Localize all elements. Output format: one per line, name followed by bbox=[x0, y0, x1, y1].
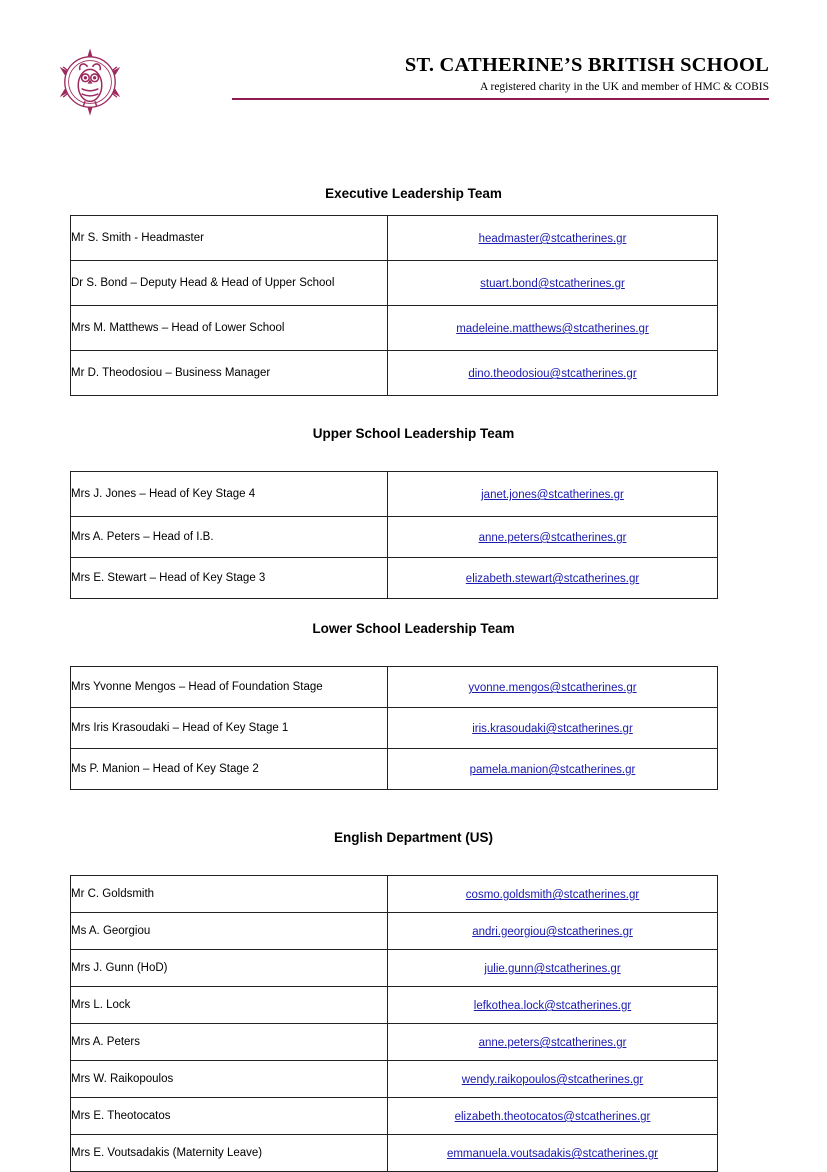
table-row bbox=[71, 558, 718, 599]
person-name: Ms P. Manion – Head of Key Stage 2 bbox=[71, 749, 388, 790]
table-row bbox=[71, 749, 718, 790]
email-link[interactable]: andri.georgiou@stcatherines.gr bbox=[472, 926, 633, 938]
person-name: Mrs A. Peters – Head of I.B. bbox=[71, 517, 388, 558]
table-upper-school-leadership bbox=[70, 471, 718, 599]
email-link[interactable]: janet.jones@stcatherines.gr bbox=[481, 489, 624, 501]
table-row bbox=[71, 913, 718, 950]
person-name: Mrs E. Voutsadakis (Maternity Leave) bbox=[71, 1135, 388, 1172]
table-row bbox=[71, 517, 718, 558]
email-link[interactable]: yvonne.mengos@stcatherines.gr bbox=[468, 682, 637, 694]
table-row bbox=[71, 667, 718, 708]
email-link[interactable]: anne.peters@stcatherines.gr bbox=[478, 1037, 627, 1049]
person-email-cell bbox=[388, 749, 718, 790]
person-email-cell bbox=[388, 1098, 718, 1135]
table-row bbox=[71, 708, 718, 749]
header-title-block bbox=[132, 38, 769, 100]
table-english-department bbox=[70, 875, 718, 1172]
person-name: Mr D. Theodosiou – Business Manager bbox=[71, 351, 388, 396]
person-email-cell bbox=[388, 558, 718, 599]
table-row bbox=[71, 1098, 718, 1135]
email-link[interactable]: lefkothea.lock@stcatherines.gr bbox=[473, 1000, 632, 1012]
owl-crest-logo bbox=[48, 40, 132, 124]
person-email-cell bbox=[388, 517, 718, 558]
person-email-cell bbox=[388, 351, 718, 396]
person-name: Mrs E. Stewart – Head of Key Stage 3 bbox=[71, 558, 388, 599]
email-link[interactable]: pamela.manion@stcatherines.gr bbox=[469, 764, 636, 776]
email-link[interactable]: elizabeth.stewart@stcatherines.gr bbox=[465, 573, 640, 585]
person-email-cell bbox=[388, 913, 718, 950]
email-link[interactable]: elizabeth.theotocatos@stcatherines.gr bbox=[454, 1111, 651, 1123]
table-row bbox=[71, 876, 718, 913]
email-link[interactable]: anne.peters@stcatherines.gr bbox=[478, 532, 627, 544]
person-email-cell bbox=[388, 216, 718, 261]
section-title-english-department: English Department (US) bbox=[333, 830, 493, 845]
email-link[interactable]: iris.krasoudaki@stcatherines.gr bbox=[472, 723, 633, 735]
document-header bbox=[0, 0, 827, 138]
table-lower-school-leadership bbox=[70, 666, 718, 790]
person-email-cell bbox=[388, 708, 718, 749]
person-email-cell bbox=[388, 1135, 718, 1172]
person-name: Mrs Iris Krasoudaki – Head of Key Stage 1 bbox=[71, 708, 388, 749]
email-link[interactable]: stuart.bond@stcatherines.gr bbox=[480, 278, 625, 290]
person-name: Mrs W. Raikopoulos bbox=[71, 1061, 388, 1098]
document-content bbox=[0, 186, 827, 1172]
person-email-cell bbox=[388, 667, 718, 708]
table-row bbox=[71, 261, 718, 306]
person-name: Mrs J. Gunn (HoD) bbox=[71, 950, 388, 987]
section-title-executive: Executive Leadership Team bbox=[325, 186, 502, 201]
person-name: Mrs E. Theotocatos bbox=[71, 1098, 388, 1135]
person-name: Mrs A. Peters bbox=[71, 1024, 388, 1061]
person-name: Mrs L. Lock bbox=[71, 987, 388, 1024]
section-title-upper-school: Upper School Leadership Team bbox=[312, 426, 515, 441]
table-row bbox=[71, 1061, 718, 1098]
person-email-cell bbox=[388, 1024, 718, 1061]
table-row bbox=[71, 987, 718, 1024]
email-link[interactable]: emmanuela.voutsadakis@stcatherines.gr bbox=[446, 1148, 659, 1160]
email-link[interactable]: madeleine.matthews@stcatherines.gr bbox=[456, 323, 649, 335]
person-email-cell bbox=[388, 472, 718, 517]
header-divider bbox=[232, 98, 769, 100]
person-email-cell bbox=[388, 1061, 718, 1098]
section-title-lower-school: Lower School Leadership Team bbox=[312, 621, 515, 636]
person-name: Mrs M. Matthews – Head of Lower School bbox=[71, 306, 388, 351]
person-name: Mr S. Smith - Headmaster bbox=[71, 216, 388, 261]
person-email-cell bbox=[388, 261, 718, 306]
email-link[interactable]: wendy.raikopoulos@stcatherines.gr bbox=[461, 1074, 644, 1086]
table-row bbox=[71, 950, 718, 987]
person-email-cell bbox=[388, 987, 718, 1024]
table-row bbox=[71, 216, 718, 261]
charity-line: A registered charity in the UK and member of HMC & COBIS bbox=[479, 80, 769, 93]
email-link[interactable]: cosmo.goldsmith@stcatherines.gr bbox=[465, 889, 640, 901]
table-row bbox=[71, 472, 718, 517]
person-email-cell bbox=[388, 306, 718, 351]
person-name: Mrs Yvonne Mengos – Head of Foundation Stage bbox=[71, 667, 388, 708]
person-email-cell bbox=[388, 876, 718, 913]
table-row bbox=[71, 351, 718, 396]
table-row bbox=[71, 1135, 718, 1172]
table-executive-leadership bbox=[70, 215, 718, 396]
email-link[interactable]: dino.theodosiou@stcatherines.gr bbox=[468, 368, 637, 380]
person-name: Dr S. Bond – Deputy Head & Head of Upper School bbox=[71, 261, 388, 306]
table-row bbox=[71, 306, 718, 351]
email-link[interactable]: julie.gunn@stcatherines.gr bbox=[484, 963, 621, 975]
person-name: Mr C. Goldsmith bbox=[71, 876, 388, 913]
table-row bbox=[71, 1024, 718, 1061]
person-name: Ms A. Georgiou bbox=[71, 913, 388, 950]
person-name: Mrs J. Jones – Head of Key Stage 4 bbox=[71, 472, 388, 517]
school-name: ST. CATHERINE’S BRITISH SCHOOL bbox=[404, 54, 769, 76]
person-email-cell bbox=[388, 950, 718, 987]
email-link[interactable]: headmaster@stcatherines.gr bbox=[478, 233, 627, 245]
